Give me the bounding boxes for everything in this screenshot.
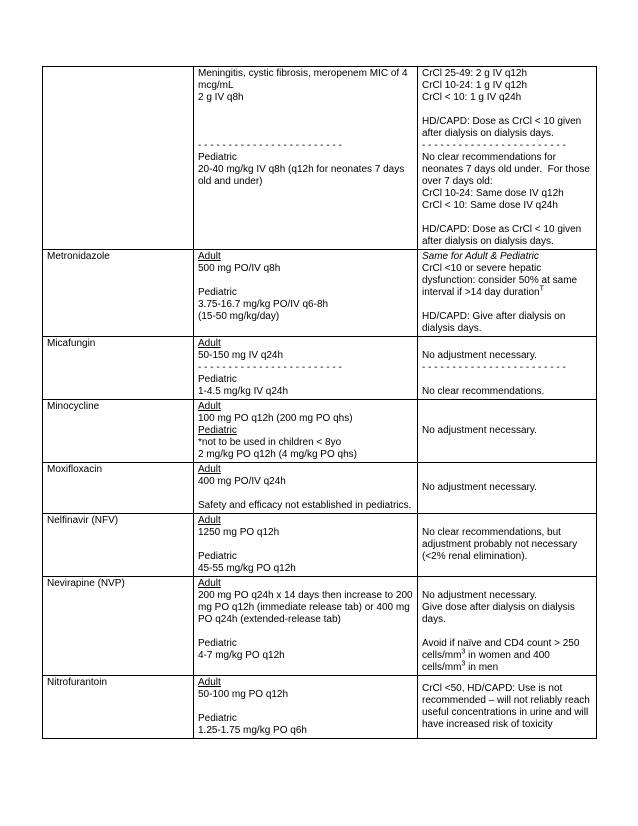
separator-line: - - - - - - - - - - - - - - - - - - - - - - - - <box>198 362 342 373</box>
drug-name-cell <box>43 250 194 337</box>
renal-line: HD/CAPD: Dose as CrCl < 10 given after dialysis on dialysis days. <box>422 116 585 139</box>
dosing-line: Meningitis, cystic fibrosis, meropenem MIC of 4 mcg/mL <box>198 68 411 91</box>
table-row <box>43 250 597 337</box>
renal-line <box>422 104 592 116</box>
adult-label: Adult <box>198 251 221 262</box>
superscript: 3 <box>461 648 466 656</box>
renal-cell <box>418 67 597 250</box>
renal-cell <box>418 463 597 514</box>
dosing-line: 4-7 mg/kg PO q12h <box>198 650 285 661</box>
renal-line: CrCl < 10: Same dose IV q24h <box>422 200 558 211</box>
table-row <box>43 514 597 577</box>
drug-name: Nelfinavir (NFV) <box>47 515 119 526</box>
renal-line: No clear recommendations. <box>422 386 545 397</box>
separator-line: - - - - - - - - - - - - - - - - - - - - - - - - <box>198 140 342 151</box>
adult-label: Adult <box>198 464 221 475</box>
renal-line <box>422 212 592 224</box>
drug-name: Metronidazole <box>47 251 110 262</box>
drug-name: Moxifloxacin <box>47 464 103 475</box>
dosing-cell <box>194 400 418 463</box>
pediatric-note: *not to be used in children < 8yo <box>198 437 342 448</box>
adult-label: Adult <box>198 578 221 589</box>
separator-line: - - - - - - - - - - - - - - - - - - - - - - - - <box>422 362 566 373</box>
spacer <box>198 701 413 713</box>
separator-line: - - - - - - - - - - - - - - - - - - - - - - - - <box>422 140 566 151</box>
adult-label: Adult <box>198 401 221 412</box>
drug-name: Minocycline <box>47 401 100 412</box>
pediatric-label: Pediatric <box>198 713 237 724</box>
dosing-line: (15-50 mg/kg/day) <box>198 311 280 322</box>
renal-line <box>422 638 592 674</box>
renal-cell <box>418 514 597 577</box>
table-row <box>43 676 597 739</box>
dosing-line <box>198 128 413 140</box>
drug-name-cell <box>43 463 194 514</box>
dosing-cell <box>194 337 418 400</box>
drug-name: Nevirapine (NVP) <box>47 578 125 589</box>
table-row <box>43 400 597 463</box>
renal-cell <box>418 400 597 463</box>
spacer <box>422 374 592 386</box>
renal-cell <box>418 250 597 337</box>
drug-name: Micafungin <box>47 338 96 349</box>
drug-name-cell <box>43 514 194 577</box>
renal-cell <box>418 676 597 739</box>
dosing-line: 100 mg PO q12h (200 mg PO qhs) <box>198 413 353 424</box>
renal-text: in women and 400 cells/mm <box>422 650 553 673</box>
renal-line: CrCl 25-49: 2 g IV q12h <box>422 68 528 79</box>
dosing-cell <box>194 67 418 250</box>
renal-line: CrCl < 10: 1 g IV q24h <box>422 92 522 103</box>
table-row <box>43 67 597 250</box>
renal-line: No adjustment necessary. <box>422 482 537 493</box>
drug-name-cell <box>43 67 194 250</box>
dosing-line: 1250 mg PO q12h <box>198 527 280 538</box>
adult-label: Adult <box>198 515 221 526</box>
spacer <box>198 275 413 287</box>
renal-cell <box>418 577 597 676</box>
spacer <box>422 578 592 590</box>
pediatric-label: Pediatric <box>198 638 237 649</box>
dosing-line <box>198 116 413 128</box>
renal-text: in men <box>465 662 499 673</box>
spacer <box>198 488 413 500</box>
drug-name-cell <box>43 676 194 739</box>
table-row <box>43 463 597 514</box>
dosing-cell <box>194 577 418 676</box>
drug-name-cell <box>43 400 194 463</box>
renal-cell <box>418 337 597 400</box>
renal-line: CrCl <50, HD/CAPD: Use is not recommended – will not reliably reach useful concentrations in urine and will have increased risk of toxicity <box>422 683 593 730</box>
pediatric-label: Pediatric <box>198 287 237 298</box>
footnote-marker: T <box>539 285 544 293</box>
dosing-cell <box>194 514 418 577</box>
renal-line: CrCl 10-24: Same dose IV q12h <box>422 188 564 199</box>
renal-line: No clear recommendations for neonates 7 days old under. For those over 7 days old: <box>422 152 593 187</box>
adult-label: Adult <box>198 677 221 688</box>
dosing-line: 500 mg PO/IV q8h <box>198 263 281 274</box>
spacer <box>422 299 592 311</box>
pediatric-label: Pediatric <box>198 425 237 436</box>
renal-line: No adjustment necessary. <box>422 425 537 436</box>
dosing-line: 20-40 mg/kg IV q8h (q12h for neonates 7 days old and under) <box>198 164 408 187</box>
renal-line: No adjustment necessary. <box>422 590 537 601</box>
superscript: 3 <box>461 660 466 668</box>
pediatric-label: Pediatric <box>198 152 237 163</box>
dosing-line: 200 mg PO q24h x 14 days then increase to 200 mg PO q12h (immediate release tab) or 400 mg PO q24h (extended-release tab) <box>198 590 416 625</box>
dosing-line: 1.25-1.75 mg/kg PO q6h <box>198 725 307 736</box>
spacer <box>198 539 413 551</box>
spacer <box>422 338 592 350</box>
dosing-cell <box>194 463 418 514</box>
drug-dosing-table <box>42 66 597 739</box>
pediatric-label: Pediatric <box>198 551 237 562</box>
renal-line: No adjustment necessary. <box>422 350 537 361</box>
pediatric-label: Pediatric <box>198 374 237 385</box>
dosing-line: 3.75-16.7 mg/kg PO/IV q6-8h <box>198 299 329 310</box>
drug-name-cell <box>43 337 194 400</box>
table-row <box>43 337 597 400</box>
renal-line: CrCl 10-24: 1 g IV q12h <box>422 80 528 91</box>
dosing-line: Safety and efficacy not established in pediatrics. <box>198 500 412 511</box>
dosing-line: 400 mg PO/IV q24h <box>198 476 286 487</box>
renal-text: CrCl <10 or severe hepatic dysfunction: consider 50% at same interval if >14 day duration <box>422 263 580 298</box>
dosing-line: 45-55 mg/kg PO q12h <box>198 563 296 574</box>
dosing-line: 50-100 mg PO q12h <box>198 689 289 700</box>
adult-label: Adult <box>198 338 221 349</box>
dosing-cell <box>194 676 418 739</box>
table-row <box>43 577 597 676</box>
renal-line: No clear recommendations, but adjustment probably not necessary (<2% renal elimination). <box>422 527 580 562</box>
dosing-line: 50-150 mg IV q24h <box>198 350 284 361</box>
drug-name: Nitrofurantoin <box>47 677 108 688</box>
dosing-cell <box>194 250 418 337</box>
drug-name-cell <box>43 577 194 676</box>
renal-line: HD/CAPD: Dose as CrCl < 10 given after dialysis on dialysis days. <box>422 224 585 247</box>
renal-scope-label: Same for Adult & Pediatric <box>422 251 539 262</box>
dosing-line: 1-4.5 mg/kg IV q24h <box>198 386 289 397</box>
spacer <box>198 626 413 638</box>
renal-line: Give dose after dialysis on dialysis days. <box>422 602 578 625</box>
spacer <box>422 626 592 638</box>
renal-line <box>422 263 592 299</box>
renal-text: Avoid if naïve and CD4 count > 250 cells/mm <box>422 638 583 661</box>
renal-line: HD/CAPD: Give after dialysis on dialysis days. <box>422 311 569 334</box>
dosing-line: 2 mg/kg PO q12h (4 mg/kg PO qhs) <box>198 449 357 460</box>
dosing-line: 2 g IV q8h <box>198 92 244 103</box>
dosing-line <box>198 104 413 116</box>
